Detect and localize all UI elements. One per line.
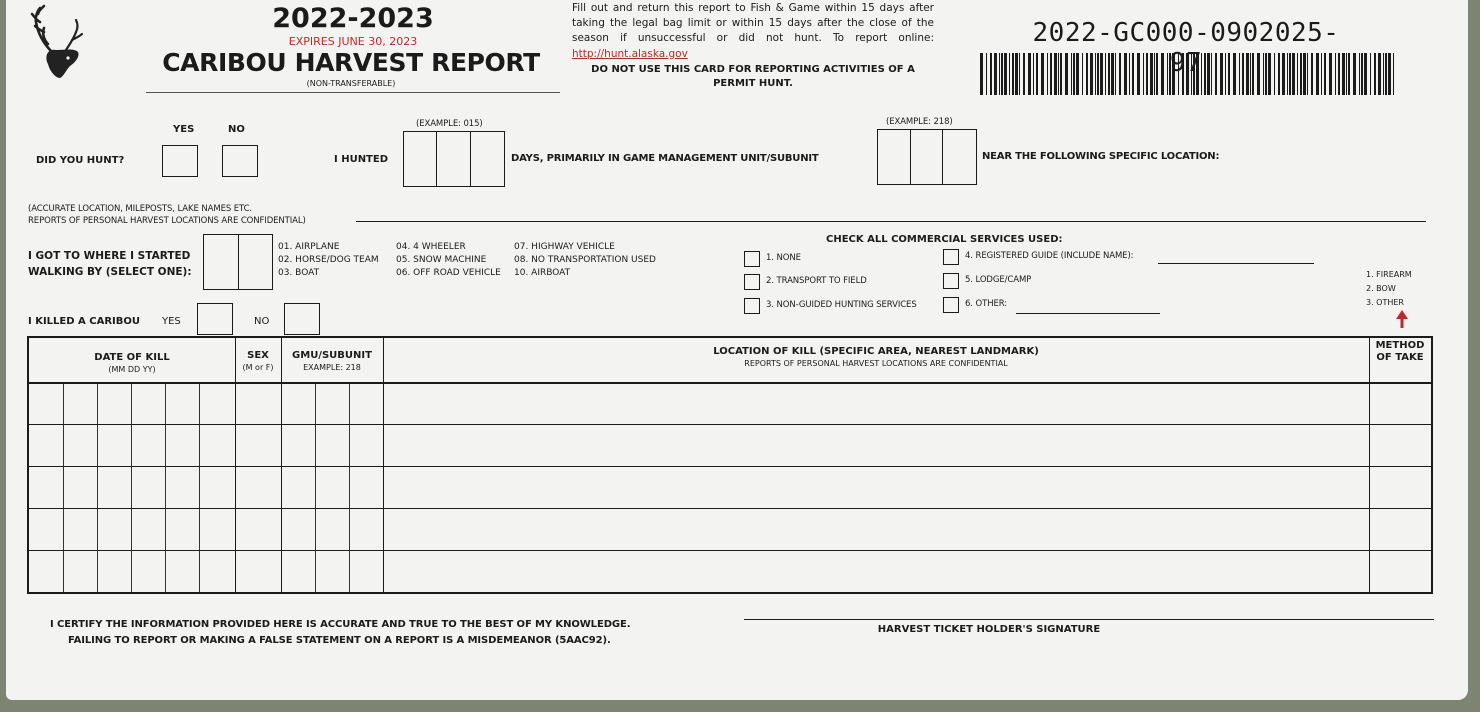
transport-options-col-1 xyxy=(278,241,379,280)
barcode-bar xyxy=(1071,53,1072,95)
caribou-logo-icon xyxy=(26,4,90,80)
i-hunted-label: I HUNTED xyxy=(334,154,389,165)
barcode-bar xyxy=(1242,53,1244,95)
hunt-no-box[interactable] xyxy=(222,145,258,177)
barcode-bar xyxy=(1274,53,1275,95)
service-transport-label: 2. TRANSPORT TO FIELD xyxy=(766,276,867,286)
barcode-bar xyxy=(1282,53,1285,95)
killed-yes-label: YES xyxy=(162,316,181,327)
barcode-bar xyxy=(1289,53,1291,95)
table-row[interactable] xyxy=(29,384,1431,424)
killed-yes-box[interactable] xyxy=(197,303,233,335)
barcode-bar xyxy=(1132,53,1134,95)
barcode-bar xyxy=(1111,53,1114,95)
digit-divider xyxy=(470,132,471,186)
barcode-bar xyxy=(1004,53,1007,95)
hunt-yes-box[interactable] xyxy=(162,145,198,177)
guide-name-line[interactable] xyxy=(1158,263,1314,264)
transport-label xyxy=(28,248,192,280)
barcode-bar xyxy=(1169,53,1171,95)
barcode-bar xyxy=(990,53,992,95)
transport-option: 04. 4 WHEELER xyxy=(396,242,466,252)
transport-option: 08. NO TRANSPORTATION USED xyxy=(514,255,656,265)
hunt-yes-label: YES xyxy=(173,124,195,135)
service-guide-label: 4. REGISTERED GUIDE (INCLUDE NAME): xyxy=(965,251,1134,261)
barcode-bar xyxy=(1220,53,1223,95)
barcode-bar xyxy=(1193,53,1195,95)
barcode-bar xyxy=(1316,53,1319,95)
days-hunted-field[interactable] xyxy=(403,131,505,187)
digit-divider xyxy=(910,130,911,184)
barcode-bar xyxy=(1311,53,1313,95)
misdemeanor-warning: FAILING TO REPORT OR MAKING A FALSE STATEMENT ON A REPORT IS A MISDEMEANOR (5AAC92). xyxy=(68,635,611,646)
barcode-bar xyxy=(980,53,983,95)
barcode-bar xyxy=(1150,53,1153,95)
transport-options-col-3 xyxy=(514,241,656,280)
killed-caribou-label: I KILLED A CARIBOU xyxy=(28,316,140,327)
method-header xyxy=(1369,340,1431,364)
instructions-text: Fill out and return this report to Fish & Game within 15 days after taking the legal bag limit or within 15 days after the close of the season if unsuccessful or did not hunt. To report online: xyxy=(572,2,934,45)
gmu-subunit-field[interactable] xyxy=(877,129,977,185)
gmu-header xyxy=(281,350,383,374)
barcode-bar xyxy=(1338,53,1340,95)
barcode-bar xyxy=(1361,53,1363,95)
barcode-bar xyxy=(1082,53,1083,95)
sex-format-note: (M or F) xyxy=(242,363,274,372)
transport-label-line-2: WALKING BY (SELECT ONE): xyxy=(28,266,192,278)
barcode-bar xyxy=(1033,53,1034,95)
transport-options-col-2 xyxy=(396,241,501,280)
barcode-bar xyxy=(1246,53,1249,95)
services-title: CHECK ALL COMMERCIAL SERVICES USED: xyxy=(826,234,1063,245)
barcode-bar xyxy=(1124,53,1127,95)
table-row[interactable] xyxy=(29,510,1431,550)
barcode-bar xyxy=(1028,53,1031,95)
barcode-bar xyxy=(1178,53,1179,95)
barcode-bar xyxy=(1388,53,1391,95)
did-you-hunt-label: DID YOU HUNT? xyxy=(36,155,125,166)
report-years: 2022-2023 xyxy=(272,3,434,34)
digit-divider xyxy=(942,130,943,184)
barcode-bar xyxy=(1201,53,1202,95)
barcode-bar xyxy=(1001,53,1003,95)
barcode-bar xyxy=(1097,53,1099,95)
service-lodge-checkbox[interactable] xyxy=(943,273,959,289)
barcode-bar xyxy=(986,53,987,95)
barcode-bar xyxy=(1211,53,1212,95)
confidential-note: REPORTS OF PERSONAL HARVEST LOCATIONS ARE CONFIDENTIAL) xyxy=(28,216,306,226)
killed-no-label: NO xyxy=(254,316,270,327)
barcode-bar xyxy=(1346,53,1347,95)
other-service-line[interactable] xyxy=(1016,313,1160,314)
barcode-bar xyxy=(1287,53,1288,95)
barcode-bar xyxy=(1095,53,1096,95)
transport-option: 05. SNOW MACHINE xyxy=(396,255,487,265)
barcode-bar xyxy=(1137,53,1140,95)
service-none-label: 1. NONE xyxy=(766,253,801,263)
row-divider xyxy=(29,550,1431,551)
barcode-bar xyxy=(1105,53,1106,95)
barcode-bar xyxy=(1154,53,1155,95)
barcode-bar xyxy=(1050,53,1052,95)
barcode-bar xyxy=(999,53,1000,95)
row-divider xyxy=(29,466,1431,467)
barcode-bar xyxy=(1278,53,1280,95)
days-example: (EXAMPLE: 015) xyxy=(416,119,483,129)
barcode-bar xyxy=(1196,53,1199,95)
barcode-bar xyxy=(1265,53,1267,95)
gmu-example: (EXAMPLE: 218) xyxy=(886,117,953,127)
killed-no-box[interactable] xyxy=(284,303,320,335)
method-option: 2. BOW xyxy=(1366,284,1396,293)
barcode-bar xyxy=(1119,53,1121,95)
barcode-bar xyxy=(1108,53,1110,95)
near-location-label: NEAR THE FOLLOWING SPECIFIC LOCATION: xyxy=(982,151,1220,162)
certification-text: I CERTIFY THE INFORMATION PROVIDED HERE IS ACCURATE AND TRUE TO THE BEST OF MY KNOWLEDGE. xyxy=(50,619,631,630)
location-confidential-note: REPORTS OF PERSONAL HARVEST LOCATIONS ARE CONFIDENTIAL xyxy=(744,359,1008,368)
service-none-checkbox[interactable] xyxy=(744,251,760,267)
barcode-bar xyxy=(1385,53,1387,95)
transport-option: 02. HORSE/DOG TEAM xyxy=(278,255,379,265)
barcode-bar xyxy=(1019,53,1020,95)
barcode-bar xyxy=(1228,53,1230,95)
barcode-bar xyxy=(1146,53,1148,95)
barcode-bar xyxy=(1374,53,1376,95)
transport-option: 10. AIRBOAT xyxy=(514,268,571,278)
transport-option: 01. AIRPLANE xyxy=(278,242,340,252)
sex-header-text: SEX xyxy=(247,350,269,361)
report-title: CARIBOU HARVEST REPORT xyxy=(162,48,540,77)
barcode-bar xyxy=(1342,53,1345,95)
service-non-guided-label: 3. NON-GUIDED HUNTING SERVICES xyxy=(766,300,917,310)
barcode-bar xyxy=(1090,53,1093,95)
barcode-bar xyxy=(1009,53,1010,95)
barcode-bar xyxy=(1335,53,1336,95)
barcode xyxy=(978,53,1398,95)
barcode-bar xyxy=(1252,53,1254,95)
serial-number: 2022-GC000-0902025-97 xyxy=(1032,18,1340,78)
barcode-bar xyxy=(1239,53,1240,95)
signature-line[interactable] xyxy=(744,619,1434,620)
date-of-kill-header xyxy=(29,352,235,376)
barcode-bar xyxy=(1300,53,1302,95)
barcode-bar xyxy=(1041,53,1044,95)
harvest-table xyxy=(27,336,1433,594)
sex-header xyxy=(235,350,281,374)
online-report-link[interactable]: http://hunt.alaska.gov xyxy=(572,47,688,60)
harvest-report-card xyxy=(6,0,1468,700)
barcode-bar xyxy=(1321,53,1322,95)
transport-label-line-1: I GOT TO WHERE I STARTED xyxy=(28,250,191,262)
barcode-bar xyxy=(1307,53,1308,95)
expiration-date: EXPIRES JUNE 30, 2023 xyxy=(288,35,418,48)
non-transferable-note: (NON-TRANSFERABLE) xyxy=(306,79,396,88)
barcode-bar xyxy=(1129,53,1130,95)
instructions xyxy=(572,1,934,62)
barcode-bar xyxy=(1047,53,1048,95)
table-row[interactable] xyxy=(29,468,1431,508)
service-guide-checkbox[interactable] xyxy=(943,249,959,265)
days-gmu-label: DAYS, PRIMARILY IN GAME MANAGEMENT UNIT/SUBUNIT xyxy=(511,153,819,164)
barcode-bar xyxy=(1359,53,1360,95)
barcode-bar xyxy=(1076,53,1079,95)
method-header-line-1: METHOD xyxy=(1375,340,1425,351)
barcode-bar xyxy=(1364,53,1367,95)
barcode-bar xyxy=(1060,53,1062,95)
gmu-format-note: EXAMPLE: 218 xyxy=(303,363,361,372)
barcode-bar xyxy=(1172,53,1175,95)
method-header-line-2: OF TAKE xyxy=(1376,352,1424,363)
digit-divider xyxy=(238,235,239,289)
transport-option: 06. OFF ROAD VEHICLE xyxy=(396,268,501,278)
barcode-bar xyxy=(1186,53,1189,95)
barcode-bar xyxy=(1182,53,1184,95)
barcode-bar xyxy=(1297,53,1298,95)
hunt-no-label: NO xyxy=(228,124,245,135)
barcode-bar xyxy=(1073,53,1075,95)
barcode-bar xyxy=(1225,53,1226,95)
barcode-bar xyxy=(1054,53,1057,95)
gmu-header-text: GMU/SUBUNIT xyxy=(292,350,372,361)
table-row[interactable] xyxy=(29,426,1431,466)
service-lodge-label: 5. LODGE/CAMP xyxy=(965,275,1032,285)
barcode-bar xyxy=(1348,53,1350,95)
barcode-bar xyxy=(1100,53,1103,95)
barcode-bar xyxy=(1161,53,1164,95)
barcode-bar xyxy=(1263,53,1264,95)
barcode-bar xyxy=(1156,53,1158,95)
barcode-bar xyxy=(1191,53,1192,95)
barcode-bar xyxy=(1329,53,1332,95)
barcode-bar xyxy=(1086,53,1088,95)
barcode-bar xyxy=(1292,53,1295,95)
specific-location-line[interactable] xyxy=(356,221,1426,222)
title-underline xyxy=(146,92,560,93)
barcode-bar xyxy=(1268,53,1271,95)
service-other-checkbox[interactable] xyxy=(943,297,959,313)
barcode-bar xyxy=(1015,53,1018,95)
arrow-up-icon xyxy=(1396,310,1408,328)
barcode-bar xyxy=(1204,53,1206,95)
barcode-bar xyxy=(1207,53,1210,95)
barcode-bar xyxy=(1143,53,1144,95)
barcode-bar xyxy=(1058,53,1059,95)
digit-divider xyxy=(436,132,437,186)
accurate-location-note: (ACCURATE LOCATION, MILEPOSTS, LAKE NAMES ETC. xyxy=(28,204,253,214)
method-option: 3. OTHER xyxy=(1366,298,1404,307)
table-row[interactable] xyxy=(29,552,1431,592)
barcode-bar xyxy=(1012,53,1014,95)
barcode-bar xyxy=(1250,53,1251,95)
service-other-label: 6. OTHER: xyxy=(965,299,1008,309)
method-option: 1. FIREARM xyxy=(1366,270,1412,279)
barcode-bar xyxy=(1115,53,1116,95)
barcode-bar xyxy=(1303,53,1306,95)
location-header-text: LOCATION OF KILL (SPECIFIC AREA, NEAREST LANDMARK) xyxy=(713,346,1039,357)
barcode-bar xyxy=(1233,53,1236,95)
barcode-bar xyxy=(1324,53,1326,95)
transport-option: 07. HIGHWAY VEHICLE xyxy=(514,242,615,252)
barcode-bar xyxy=(1023,53,1025,95)
barcode-bar xyxy=(1370,53,1371,95)
barcode-bar xyxy=(1353,53,1356,95)
row-divider xyxy=(29,424,1431,425)
row-divider xyxy=(29,508,1431,509)
permit-hunt-warning: DO NOT USE THIS CARD FOR REPORTING ACTIVITIES OF A PERMIT HUNT. xyxy=(591,64,915,89)
barcode-bar xyxy=(1167,53,1168,95)
barcode-bar xyxy=(1215,53,1217,95)
location-header xyxy=(383,346,1369,370)
barcode-bar xyxy=(1378,53,1381,95)
date-header-text: DATE OF KILL xyxy=(94,352,170,363)
date-format-note: (MM DD YY) xyxy=(108,365,156,374)
signature-label: HARVEST TICKET HOLDER'S SIGNATURE xyxy=(877,624,1101,635)
barcode-bar xyxy=(994,53,997,95)
transport-code-field[interactable] xyxy=(203,234,273,290)
service-transport-checkbox[interactable] xyxy=(744,274,760,290)
barcode-bar xyxy=(1383,53,1384,95)
barcode-bar xyxy=(1036,53,1038,95)
method-legend xyxy=(1366,268,1412,310)
service-non-guided-checkbox[interactable] xyxy=(744,298,760,314)
barcode-bar xyxy=(1065,53,1068,95)
transport-option: 03. BOAT xyxy=(278,268,320,278)
barcode-bar xyxy=(1257,53,1260,95)
barcode-bar xyxy=(1393,53,1394,95)
